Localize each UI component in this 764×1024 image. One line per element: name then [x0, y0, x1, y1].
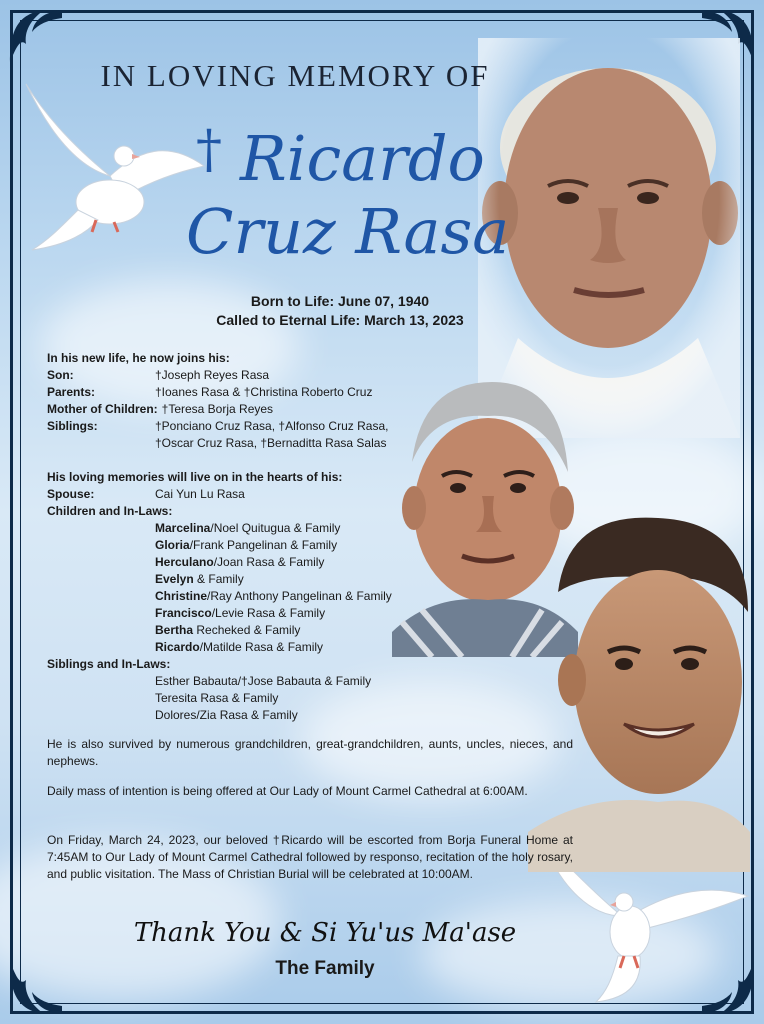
list-item	[47, 435, 447, 452]
joins-label: Siblings:	[47, 419, 98, 433]
list-item	[47, 401, 447, 418]
child-name: Ricardo	[155, 640, 200, 654]
list-item	[47, 554, 447, 571]
joins-value: †Oscar Cruz Rasa, †Bernaditta Rasa Salas	[155, 436, 387, 450]
list-item	[47, 384, 447, 401]
child-rest: /Frank Pangelinan & Family	[189, 538, 338, 552]
list-item	[47, 639, 447, 656]
joins-intro: In his new life, he now joins his:	[47, 351, 230, 365]
siblings-label: Siblings and In-Laws:	[47, 657, 171, 671]
child-rest: & Family	[193, 572, 244, 586]
list-item	[47, 588, 447, 605]
list-item	[47, 605, 447, 622]
child-rest: Recheked & Family	[193, 623, 301, 637]
thanks-message: Thank You & Si Yu'us Ma'ase	[133, 918, 517, 948]
list-item	[47, 537, 447, 554]
child-rest: /Noel Quitugua & Family	[210, 521, 341, 535]
list-item	[47, 520, 447, 537]
child-name: Evelyn	[155, 572, 194, 586]
spouse-value: Cai Yun Lu Rasa	[155, 487, 245, 501]
joins-label: Parents:	[47, 385, 96, 399]
life-dates	[150, 292, 530, 330]
joins-label: Son:	[47, 368, 74, 382]
child-name: Francisco	[155, 606, 212, 620]
list-item	[47, 622, 447, 639]
child-name: Christine	[155, 589, 208, 603]
child-rest: /Ray Anthony Pangelinan & Family	[207, 589, 392, 603]
name-line-1: Ricardo	[240, 122, 485, 195]
child-rest: /Levie Rasa & Family	[211, 606, 326, 620]
children-label: Children and In-Laws:	[47, 504, 173, 518]
child-rest: /Joan Rasa & Family	[213, 555, 325, 569]
survived-paragraph: He is also survived by numerous grandchildren, great-grandchildren, aunts, uncles, nieces, and nephews.	[47, 737, 573, 768]
called-date: Called to Eternal Life: March 13, 2023	[216, 312, 464, 328]
signature: The Family	[275, 958, 375, 979]
joins-section	[47, 350, 447, 452]
child-rest: /Matilde Rasa & Family	[199, 640, 324, 654]
joins-label: Mother of Children:	[47, 402, 158, 416]
joins-label	[47, 435, 155, 452]
born-date: Born to Life: June 07, 1940	[250, 293, 430, 309]
dove-icon	[18, 80, 208, 255]
list-item: Teresita Rasa & Family	[155, 691, 279, 705]
child-name: Herculano	[155, 555, 214, 569]
name-line-2: Cruz Rasa	[186, 195, 510, 268]
friday-paragraph: On Friday, March 24, 2023, our beloved †Ricardo will be escorted from Borja Funeral Home at 7:45AM to Our Lady of Mount Carmel Cathedral followed by responso, recitation of the holy rosary, and public visitation. The Mass of Christian Burial will be celebrated at 10:00AM.	[47, 833, 573, 881]
spouse-label: Spouse:	[47, 487, 95, 501]
heading: IN LOVING MEMORY OF	[100, 58, 490, 93]
child-name: Bertha	[155, 623, 194, 637]
mass-paragraph: Daily mass of intention is being offered at Our Lady of Mount Carmel Cathedral at 6:00AM.	[47, 784, 528, 798]
list-item: Dolores/Zia Rasa & Family	[155, 708, 298, 722]
list-item	[47, 486, 447, 503]
joins-value: †Teresa Borja Reyes	[161, 402, 274, 416]
joins-value: †Ponciano Cruz Rasa, †Alfonso Cruz Rasa,	[155, 419, 389, 433]
portrait-young-photo	[528, 512, 750, 872]
child-name: Gloria	[155, 538, 190, 552]
list-item	[47, 418, 447, 435]
cross-icon: †	[196, 120, 222, 180]
joins-value: †Joseph Reyes Rasa	[155, 368, 270, 382]
list-item	[47, 571, 447, 588]
child-name: Marcelina	[155, 521, 211, 535]
list-item: Esther Babauta/†Jose Babauta & Family	[155, 674, 372, 688]
joins-value: †Ioanes Rasa & †Christina Roberto Cruz	[155, 385, 373, 399]
memories-section	[47, 469, 447, 724]
list-item	[47, 367, 447, 384]
memories-intro: His loving memories will live on in the hearts of his:	[47, 470, 343, 484]
